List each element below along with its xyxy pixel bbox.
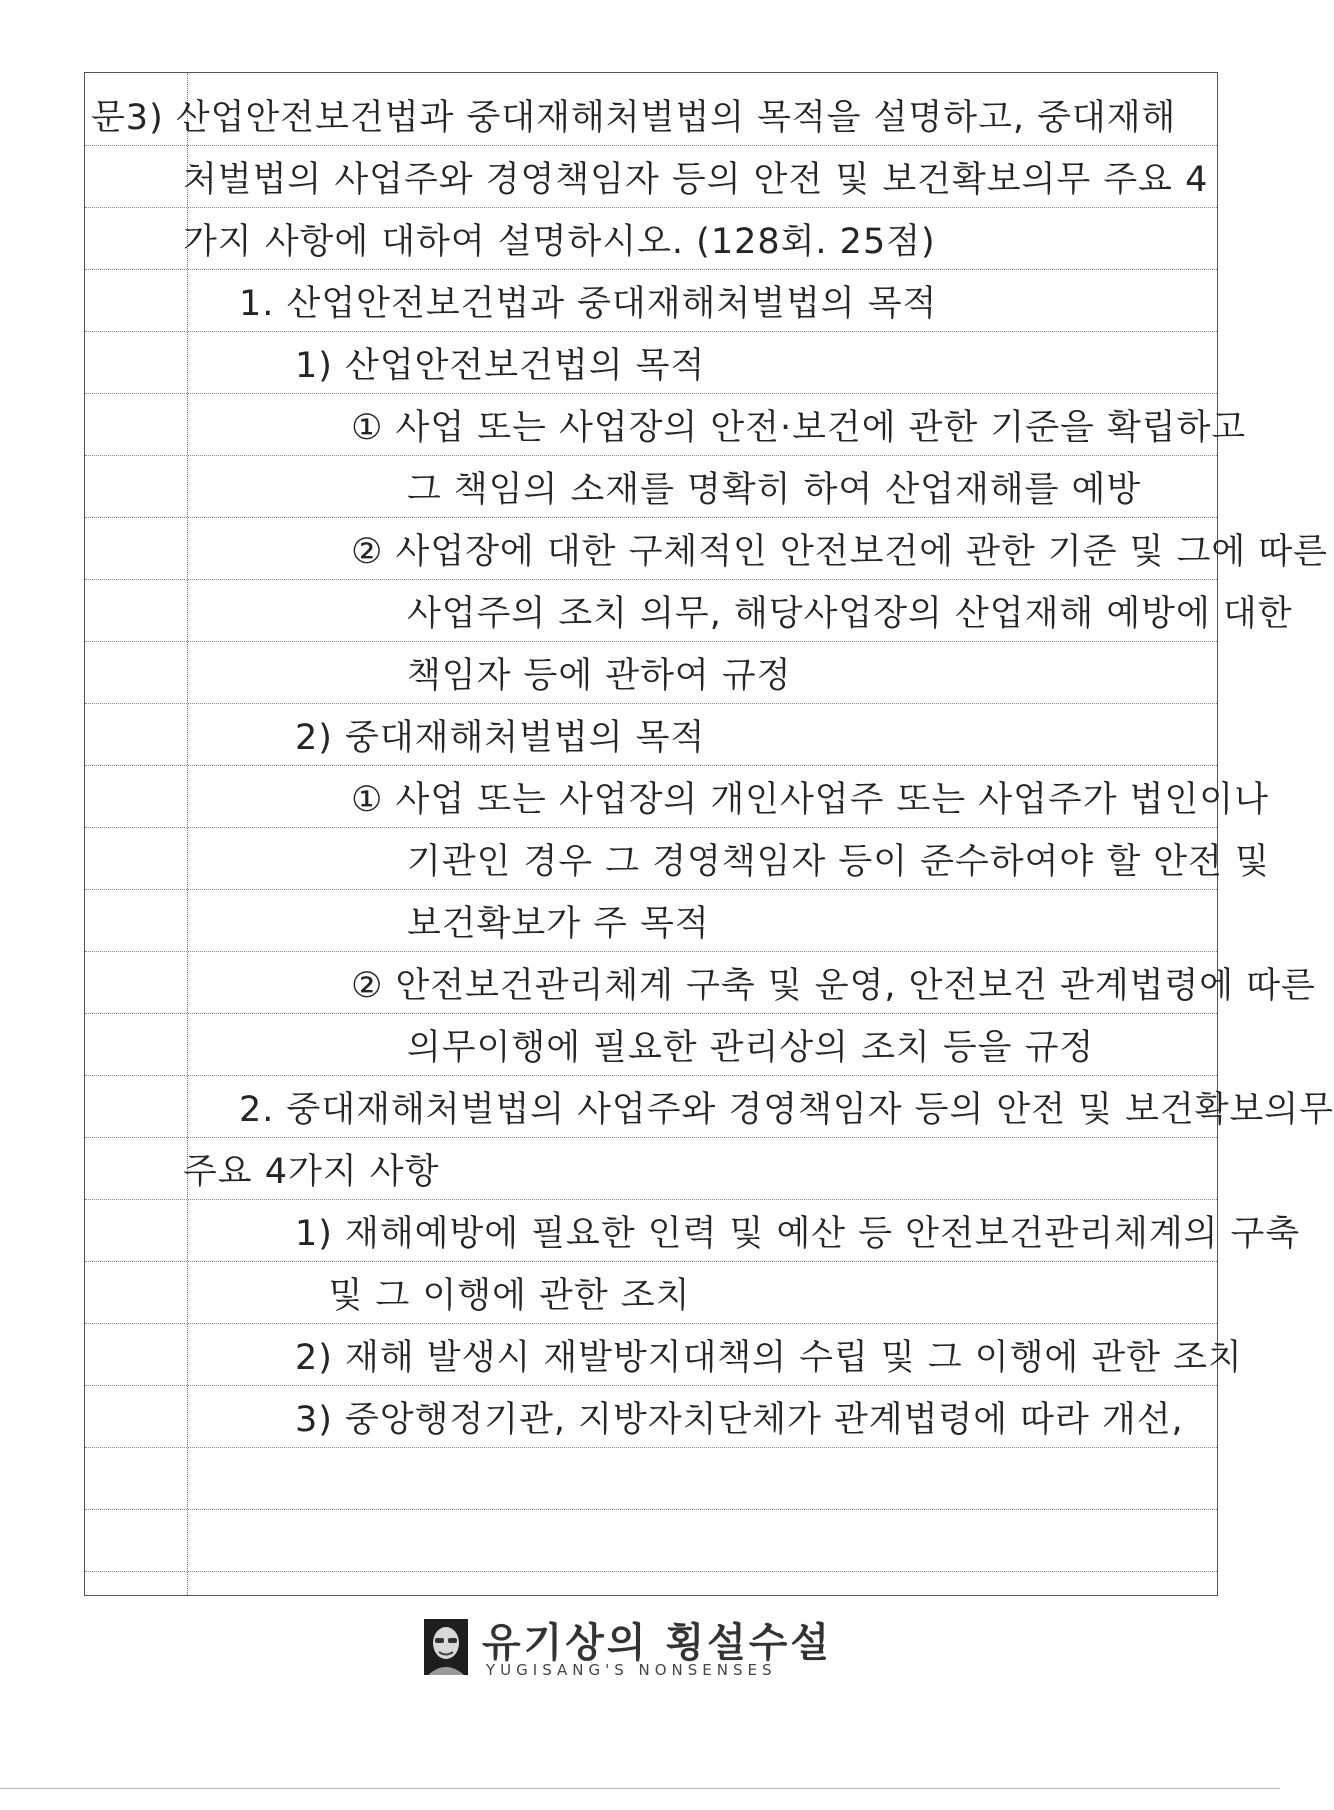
text-line: 및 그 이행에 관한 조치 <box>328 1276 691 1316</box>
text-line: ② 안전보건관리체계 구축 및 운영, 안전보건 관계법령에 따른 <box>351 966 1316 1006</box>
ruled-line <box>85 1509 1217 1510</box>
text-line: ② 사업장에 대한 구체적인 안전보건에 관한 기준 및 그에 따른 <box>351 532 1328 572</box>
text-line: 2) 중대재해처벌법의 목적 <box>295 718 706 758</box>
text-line: 보건확보가 주 목적 <box>407 904 710 944</box>
note-sheet <box>84 72 1334 1596</box>
ruled-line <box>85 1571 1217 1572</box>
brand-korean: 유기상의 횡설수설 <box>482 1620 833 1666</box>
text-line: 사업주의 조치 의무, 해당사업장의 산업재해 예방에 대한 <box>407 594 1293 634</box>
text-line: 2) 재해 발생시 재발방지대책의 수립 및 그 이행에 관한 조치 <box>295 1338 1243 1378</box>
text-line: ① 사업 또는 사업장의 개인사업주 또는 사업주가 법인이나 <box>351 780 1269 820</box>
text-line: 책임자 등에 관하여 규정 <box>407 656 792 696</box>
footer-logo <box>0 1615 1280 1695</box>
brand-english: YUGISANG'S NONSENSES <box>486 1661 777 1679</box>
text-line: 1. 산업안전보건법과 중대재해처벌법의 목적 <box>239 284 938 324</box>
text-line: 2. 중대재해처벌법의 사업주와 경영책임자 등의 안전 및 보건확보의무 <box>239 1090 1334 1130</box>
text-line: 처벌법의 사업주와 경영책임자 등의 안전 및 보건확보의무 주요 4 <box>183 160 1209 200</box>
text-line: ① 사업 또는 사업장의 안전·보건에 관한 기준을 확립하고 <box>351 408 1247 448</box>
page-bottom-rule <box>0 1788 1280 1789</box>
text-line: 3) 중앙행정기관, 지방자치단체가 관계법령에 따라 개선, <box>295 1400 1184 1440</box>
text-line: 의무이행에 필요한 관리상의 조치 등을 규정 <box>407 1028 1095 1068</box>
text-line: 1) 산업안전보건법의 목적 <box>295 346 706 386</box>
text-line: 문3) 산업안전보건법과 중대재해처벌법의 목적을 설명하고, 중대재해 <box>91 98 1177 138</box>
portrait-icon <box>424 1619 468 1675</box>
text-line: 가지 사항에 대하여 설명하시오. (128회. 25점) <box>183 222 936 262</box>
brand-logo <box>424 1615 864 1695</box>
text-line: 1) 재해예방에 필요한 인력 및 예산 등 안전보건관리체계의 구축 <box>295 1214 1301 1254</box>
text-line: 주요 4가지 사항 <box>183 1152 440 1192</box>
text-line: 기관인 경우 그 경영책임자 등이 준수하여야 할 안전 및 <box>407 842 1270 882</box>
text-line: 그 책임의 소재를 명확히 하여 산업재해를 예방 <box>407 470 1142 510</box>
